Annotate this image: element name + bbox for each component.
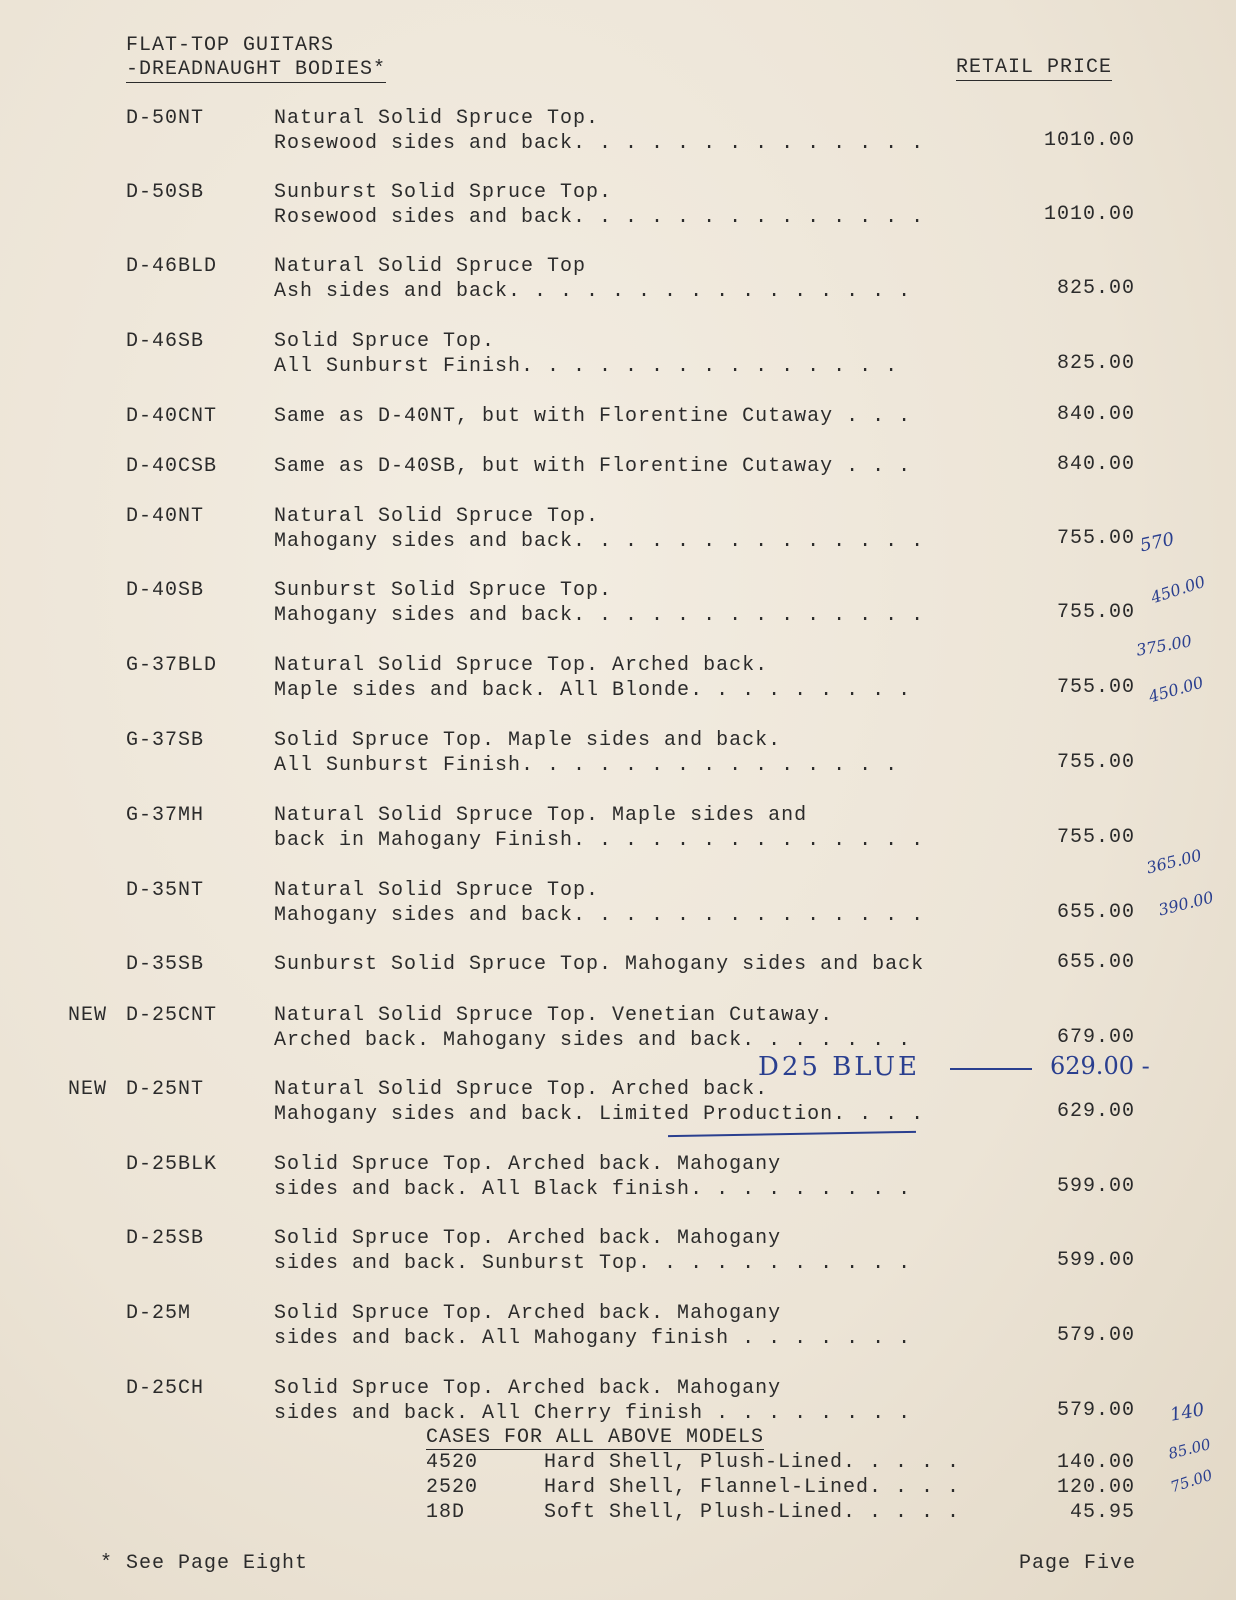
description-line-1: Natural Solid Spruce Top.: [274, 107, 600, 130]
cases-heading: [426, 1426, 764, 1450]
description-line-2: Rosewood sides and back. . . . . . . . . . . . . .: [274, 132, 925, 155]
model-code: D-25NT: [126, 1078, 205, 1101]
description-line-2: sides and back. All Cherry finish . . . . . . . .: [274, 1402, 912, 1425]
description-line-1: Natural Solid Spruce Top. Arched back.: [274, 1078, 769, 1101]
model-code: D-25CNT: [126, 1004, 218, 1027]
description-line-2: back in Mahogany Finish. . . . . . . . . . . . . .: [274, 829, 925, 852]
model-code: D-40SB: [126, 579, 205, 602]
description-line-1: Same as D-40SB, but with Florentine Cutaway . . .: [274, 455, 912, 478]
retail-price: 755.00: [1056, 676, 1135, 699]
handwritten-note: D25 BLUE: [758, 1052, 921, 1082]
description-line-1: Solid Spruce Top. Arched back. Mahogany: [274, 1377, 782, 1400]
retail-price: 755.00: [1056, 751, 1135, 774]
case-code: 18D: [426, 1501, 466, 1524]
handwritten-underline: [668, 1131, 916, 1137]
model-code: D-40CSB: [126, 455, 218, 478]
handwritten-note: 75.00: [1168, 1465, 1215, 1497]
model-code: G-37SB: [126, 729, 205, 752]
description-line-1: Solid Spruce Top. Maple sides and back.: [274, 729, 782, 752]
model-code: D-25SB: [126, 1227, 205, 1250]
retail-price: 579.00: [1056, 1324, 1135, 1347]
description-line-1: Sunburst Solid Spruce Top. Mahogany sides and back: [274, 953, 925, 976]
case-code: 4520: [426, 1451, 479, 1474]
retail-price: 579.00: [1056, 1399, 1135, 1422]
retail-price-heading: [956, 56, 1112, 81]
description-line-2: Arched back. Mahogany sides and back. . . . . . .: [274, 1029, 912, 1052]
description-line-2: sides and back. All Mahogany finish . . . . . . .: [274, 1327, 912, 1350]
description-line-1: Sunburst Solid Spruce Top.: [274, 579, 613, 602]
description-line-1: Solid Spruce Top.: [274, 330, 496, 353]
case-description: Soft Shell, Plush-Lined. . . . .: [544, 1501, 961, 1524]
description-line-2: Mahogany sides and back. . . . . . . . . . . . . .: [274, 530, 925, 553]
new-badge: NEW: [68, 1004, 108, 1027]
model-code: D-40NT: [126, 505, 205, 528]
retail-price: 679.00: [1056, 1026, 1135, 1049]
retail-price: 1010.00: [1043, 203, 1135, 226]
retail-price: 755.00: [1056, 527, 1135, 550]
model-code: G-37BLD: [126, 654, 218, 677]
retail-price-label: RETAIL PRICE: [956, 56, 1113, 79]
model-code: D-35SB: [126, 953, 205, 976]
retail-price: 755.00: [1056, 826, 1135, 849]
description-line-2: Mahogany sides and back. Limited Production. . . .: [274, 1103, 925, 1126]
retail-price: 840.00: [1056, 453, 1135, 476]
case-description: Hard Shell, Flannel-Lined. . . .: [544, 1476, 961, 1499]
description-line-2: All Sunburst Finish. . . . . . . . . . . . . . .: [274, 355, 899, 378]
case-price: 120.00: [1056, 1476, 1135, 1499]
description-line-1: Natural Solid Spruce Top. Maple sides and: [274, 804, 808, 827]
handwritten-note: 365.00: [1144, 845, 1204, 878]
retail-price: 825.00: [1056, 352, 1135, 375]
handwritten-note: 450.00: [1146, 672, 1206, 707]
retail-price: 1010.00: [1043, 129, 1135, 152]
description-line-1: Sunburst Solid Spruce Top.: [274, 181, 613, 204]
handwritten-note: 629.00 -: [1050, 1052, 1150, 1080]
case-price: 45.95: [1069, 1501, 1135, 1524]
retail-price: 599.00: [1056, 1175, 1135, 1198]
model-code: D-25M: [126, 1302, 192, 1325]
description-line-2: Rosewood sides and back. . . . . . . . . . . . . .: [274, 206, 925, 229]
handwritten-note: 450.00: [1148, 571, 1208, 608]
description-line-2: sides and back. Sunburst Top. . . . . . . . . . .: [274, 1252, 912, 1275]
description-line-1: Natural Solid Spruce Top. Arched back.: [274, 654, 769, 677]
handwritten-note: 85.00: [1166, 1435, 1213, 1463]
description-line-2: Mahogany sides and back. . . . . . . . . . . . . .: [274, 904, 925, 927]
cases-heading-text: CASES FOR ALL ABOVE MODELS: [426, 1426, 765, 1449]
retail-price: 655.00: [1056, 901, 1135, 924]
description-line-2: Mahogany sides and back. . . . . . . . . . . . . .: [274, 604, 925, 627]
handwritten-note: 375.00: [1134, 631, 1194, 660]
retail-price: 755.00: [1056, 601, 1135, 624]
new-badge: NEW: [68, 1078, 108, 1101]
description-line-2: All Sunburst Finish. . . . . . . . . . . . . . .: [274, 754, 899, 777]
description-line-1: Natural Solid Spruce Top: [274, 255, 587, 278]
model-code: D-25BLK: [126, 1153, 218, 1176]
description-line-1: Solid Spruce Top. Arched back. Mahogany: [274, 1227, 782, 1250]
section-subtitle: -DREADNAUGHT BODIES*: [126, 58, 387, 81]
description-line-1: Solid Spruce Top. Arched back. Mahogany: [274, 1302, 782, 1325]
retail-price: 825.00: [1056, 277, 1135, 300]
footnote: * See Page Eight: [100, 1552, 309, 1575]
retail-price: 599.00: [1056, 1249, 1135, 1272]
description-line-2: Maple sides and back. All Blonde. . . . . . . . .: [274, 679, 912, 702]
model-code: D-40CNT: [126, 405, 218, 428]
description-line-2: Ash sides and back. . . . . . . . . . . . . . . .: [274, 280, 912, 303]
description-line-2: sides and back. All Black finish. . . . . . . . .: [274, 1178, 912, 1201]
section-header: [126, 34, 386, 83]
case-price: 140.00: [1056, 1451, 1135, 1474]
handwritten-note: 390.00: [1156, 887, 1216, 920]
model-code: G-37MH: [126, 804, 205, 827]
retail-price: 629.00: [1056, 1100, 1135, 1123]
model-code: D-50SB: [126, 181, 205, 204]
section-title: FLAT-TOP GUITARS: [126, 34, 335, 57]
handwritten-dash: [950, 1068, 1032, 1070]
model-code: D-35NT: [126, 879, 205, 902]
page-number: Page Five: [1018, 1552, 1136, 1575]
handwritten-note: 570: [1138, 528, 1177, 557]
description-line-1: Natural Solid Spruce Top.: [274, 505, 600, 528]
case-code: 2520: [426, 1476, 479, 1499]
model-code: D-50NT: [126, 107, 205, 130]
description-line-1: Natural Solid Spruce Top.: [274, 879, 600, 902]
retail-price: 840.00: [1056, 403, 1135, 426]
model-code: D-25CH: [126, 1377, 205, 1400]
model-code: D-46BLD: [126, 255, 218, 278]
model-code: D-46SB: [126, 330, 205, 353]
description-line-1: Solid Spruce Top. Arched back. Mahogany: [274, 1153, 782, 1176]
handwritten-note: 140: [1168, 1399, 1206, 1426]
case-description: Hard Shell, Plush-Lined. . . . .: [544, 1451, 961, 1474]
description-line-1: Natural Solid Spruce Top. Venetian Cutaway.: [274, 1004, 834, 1027]
description-line-1: Same as D-40NT, but with Florentine Cutaway . . .: [274, 405, 912, 428]
retail-price: 655.00: [1056, 951, 1135, 974]
